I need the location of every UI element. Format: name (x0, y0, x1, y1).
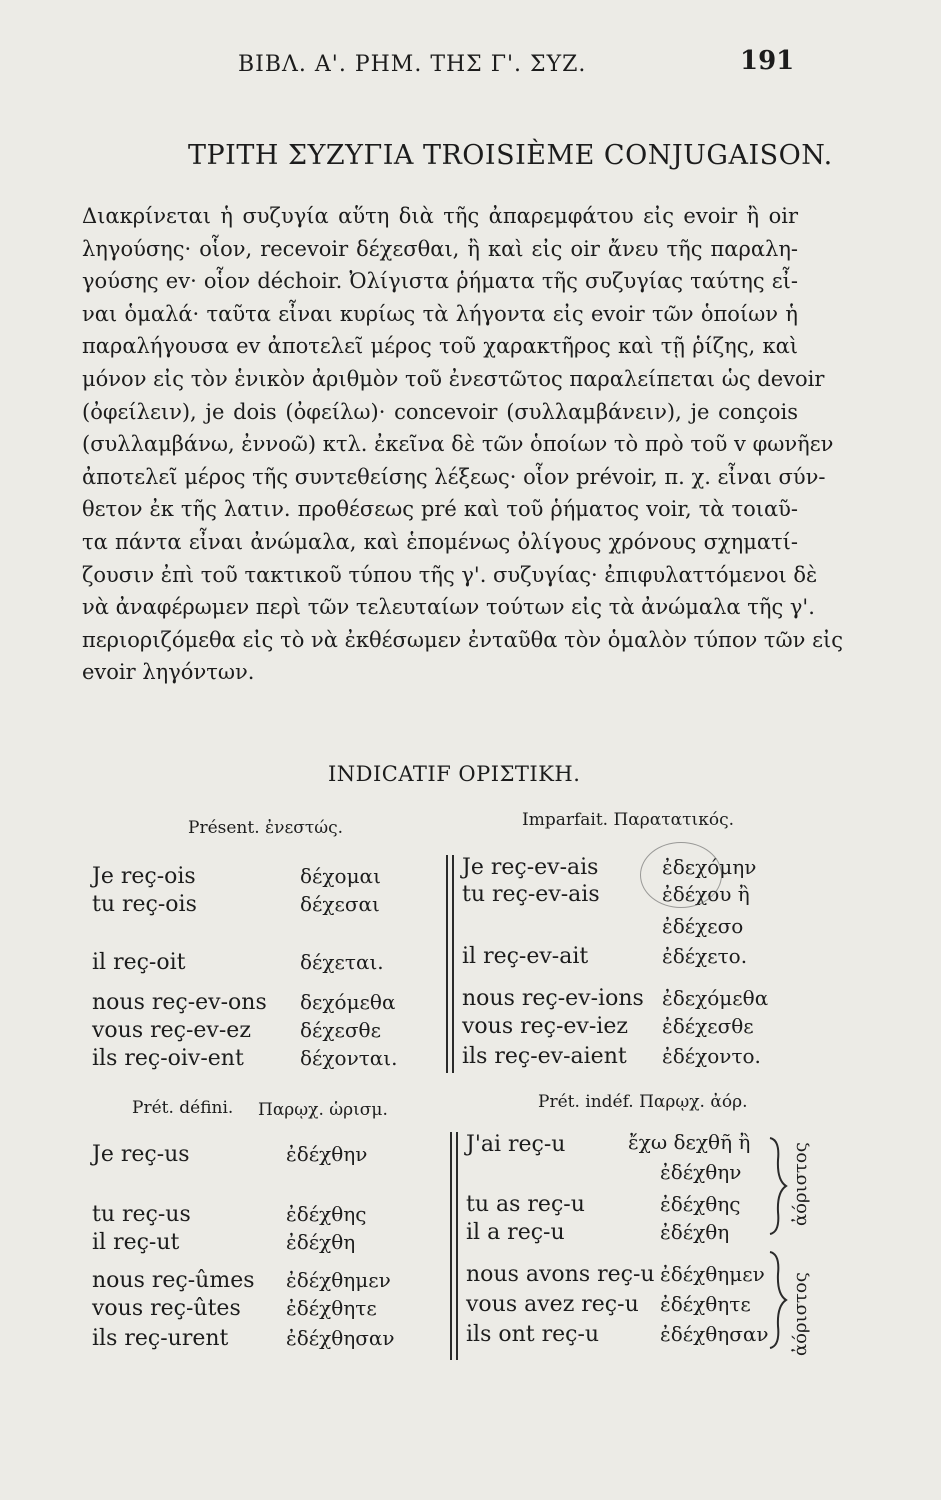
imparfait-fr: nous reç-ev-ions (462, 986, 644, 1011)
imparfait-fr: il reç-ev-ait (462, 944, 589, 969)
pret-defini-heading-gr: Παρῳχ. ὡρισμ. (258, 1100, 388, 1120)
pret-indefini-fr: nous avons reç-u (466, 1262, 655, 1287)
running-head: ΒΙΒΛ. Α'. ΡΗΜ. ΤΗΣ Γ'. ΣΥΖ. (238, 52, 587, 77)
present-fr: ils reç-oiv-ent (92, 1046, 244, 1071)
present-fr: vous reç-ev-ez (92, 1018, 251, 1043)
intro-line: ναι ὁμαλά· ταῦτα εἶναι κυρίως τὰ λήγοντα εἰς evoir τῶν ὁποίων ἡ (82, 301, 798, 326)
imparfait-fr: vous reç-ev-iez (462, 1014, 628, 1039)
intro-line: ἀποτελεῖ μέρος τῆς συντεθείσης λέξεως· οἷον prévoir, π. χ. εἶναι σύν- (82, 464, 826, 489)
pret-indefini-fr: J'ai reç-u (466, 1132, 566, 1157)
intro-line: γούσης ev· οἷον déchoir. Ὀλίγιστα ῥήματα τῆς συζυγίας ταύτης εἶ- (82, 269, 798, 294)
pret-defini-fr: il reç-ut (92, 1230, 180, 1255)
pret-indefini-heading: Prét. indéf. Παρῳχ. ἀόρ. (538, 1092, 748, 1112)
present-gr: δέχεται. (300, 950, 384, 974)
intro-line: (ὀφείλειν), je dois (ὀφείλω)· concevoir (συλλαμβάνειν), je conçois (82, 399, 798, 424)
pret-defini-fr: Je reç-us (92, 1142, 190, 1167)
pret-defini-heading-fr: Prét. défini. (132, 1098, 234, 1118)
page-number: 191 (740, 46, 795, 76)
imparfait-fr: tu reç-ev-ais (462, 882, 600, 907)
pret-defini-gr: ἐδέχθησαν (286, 1326, 395, 1350)
intro-line: ζουσιν ἐπὶ τοῦ τακτικοῦ τύπου τῆς γ'. συζυγίας· ἐπιφυλαττόμενοι δὲ (82, 562, 818, 587)
imparfait-gr: ἐδέχεσο (662, 914, 744, 938)
intro-line: ληγούσης· οἷον, recevoir δέχεσθαι, ἢ καὶ εἰς oir ἄνευ τῆς παραλη- (82, 236, 798, 261)
lower-brace-icon (764, 1250, 790, 1350)
pret-indefini-fr: vous avez reç-u (466, 1292, 639, 1317)
intro-line: evoir ληγόντων. (82, 660, 255, 685)
library-stamp-mark (640, 842, 722, 908)
intro-line: περιοριζόμεθα εἰς τὸ νὰ ἐκθέσωμεν ἐνταῦθα τὸν ὁμαλὸν τύπον τῶν εἰς (82, 627, 843, 652)
pret-indefini-gr: ἐδέχθησαν (660, 1322, 769, 1346)
pret-indefini-gr: ἐδέχθη (660, 1220, 730, 1244)
intro-line: θετον ἐκ τῆς λατιν. προθέσεως pré καὶ τοῦ ῥήματος voir, τὰ τοιαῦ- (82, 497, 798, 522)
pret-indefini-gr: ἐδέχθης (660, 1192, 741, 1216)
intro-line: νὰ ἀναφέρωμεν περὶ τῶν τελευταίων τούτων εἰς τὰ ἀνώμαλα τῆς γ'. (82, 595, 815, 620)
intro-line: τα πάντα εἶναι ἀνώμαλα, καὶ ἑπομένως ὀλίγους χρόνους σχηματί- (82, 529, 798, 554)
present-heading: Présent. ἐνεστώς. (188, 818, 344, 838)
margin-note-upper: ἀόριστος (790, 1142, 811, 1226)
pret-indefini-gr: ἐδέχθην (660, 1160, 742, 1184)
pret-defini-fr: tu reç-us (92, 1202, 191, 1227)
intro-line: (συλλαμβάνω, ἐννοῶ) κτλ. ἐκεῖνα δὲ τῶν ὁποίων τὸ πρὸ τοῦ v φωνῆεν (82, 432, 834, 457)
section-title: ΤΡΙΤΗ ΣΥΖΥΓΙΑ TROISIÈME CONJUGAISON. (188, 140, 833, 171)
imparfait-gr: ἐδέχεσθε (662, 1014, 754, 1038)
pret-defini-gr: ἐδέχθητε (286, 1296, 377, 1320)
intro-paragraph (82, 200, 843, 689)
imparfait-gr: ἐδεχόμεθα (662, 986, 769, 1010)
indicatif-title: INDICATIF ΟΡΙΣΤΙΚΗ. (328, 762, 581, 786)
pret-defini-gr: ἐδέχθη (286, 1230, 356, 1254)
pret-defini-gr: ἐδέχθης (286, 1202, 367, 1226)
present-gr: δεχόμεθα (300, 990, 396, 1014)
column-divider (456, 1132, 458, 1360)
present-fr: Je reç-ois (92, 864, 196, 889)
pret-defini-fr: nous reç-ûmes (92, 1268, 255, 1293)
present-gr: δέχεσθε (300, 1018, 381, 1042)
present-gr: δέχομαι (300, 864, 381, 888)
column-divider (452, 855, 454, 1073)
pret-indefini-gr: ἐδέχθημεν (660, 1262, 765, 1286)
pret-indefini-fr: tu as reç-u (466, 1192, 585, 1217)
pret-defini-gr: ἐδέχθην (286, 1142, 368, 1166)
imparfait-gr: ἐδεχόμην (662, 855, 757, 879)
upper-brace-icon (764, 1136, 790, 1236)
column-divider (450, 1132, 452, 1360)
intro-line: μόνον εἰς τὸν ἑνικὸν ἀριθμὸν τοῦ ἐνεστῶτος παραλείπεται ὡς devoir (82, 366, 825, 391)
present-gr: δέχεσαι (300, 892, 380, 916)
present-fr: nous reç-ev-ons (92, 990, 267, 1015)
pret-indefini-fr: il a reç-u (466, 1220, 565, 1245)
imparfait-fr: Je reç-ev-ais (462, 855, 599, 880)
pret-defini-gr: ἐδέχθημεν (286, 1268, 391, 1292)
margin-note-lower: ἀόριστος (790, 1272, 811, 1356)
pret-indefini-gr: ἔχω δεχθῆ ἢ (628, 1130, 751, 1154)
pret-defini-fr: vous reç-ûtes (92, 1296, 241, 1321)
present-fr: il reç-oit (92, 950, 186, 975)
intro-line: παραλήγουσα ev ἀποτελεῖ μέρος τοῦ χαρακτῆρος καὶ τῇ ῥίζης, καὶ (82, 334, 798, 359)
imparfait-gr: ἐδέχου ἢ (662, 882, 750, 906)
imparfait-gr: ἐδέχοντο. (662, 1044, 761, 1068)
imparfait-gr: ἐδέχετο. (662, 944, 748, 968)
imparfait-heading: Imparfait. Παρατατικός. (522, 810, 735, 830)
present-gr: δέχονται. (300, 1046, 398, 1070)
pret-indefini-gr: ἐδέχθητε (660, 1292, 751, 1316)
pret-defini-fr: ils reç-urent (92, 1326, 229, 1351)
column-divider (446, 855, 448, 1073)
imparfait-fr: ils reç-ev-aient (462, 1044, 627, 1069)
intro-line: Διακρίνεται ἡ συζυγία αὕτη διὰ τῆς ἀπαρεμφάτου εἰς evoir ἢ oir (82, 204, 798, 228)
pret-indefini-fr: ils ont reç-u (466, 1322, 600, 1347)
present-fr: tu reç-ois (92, 892, 197, 917)
